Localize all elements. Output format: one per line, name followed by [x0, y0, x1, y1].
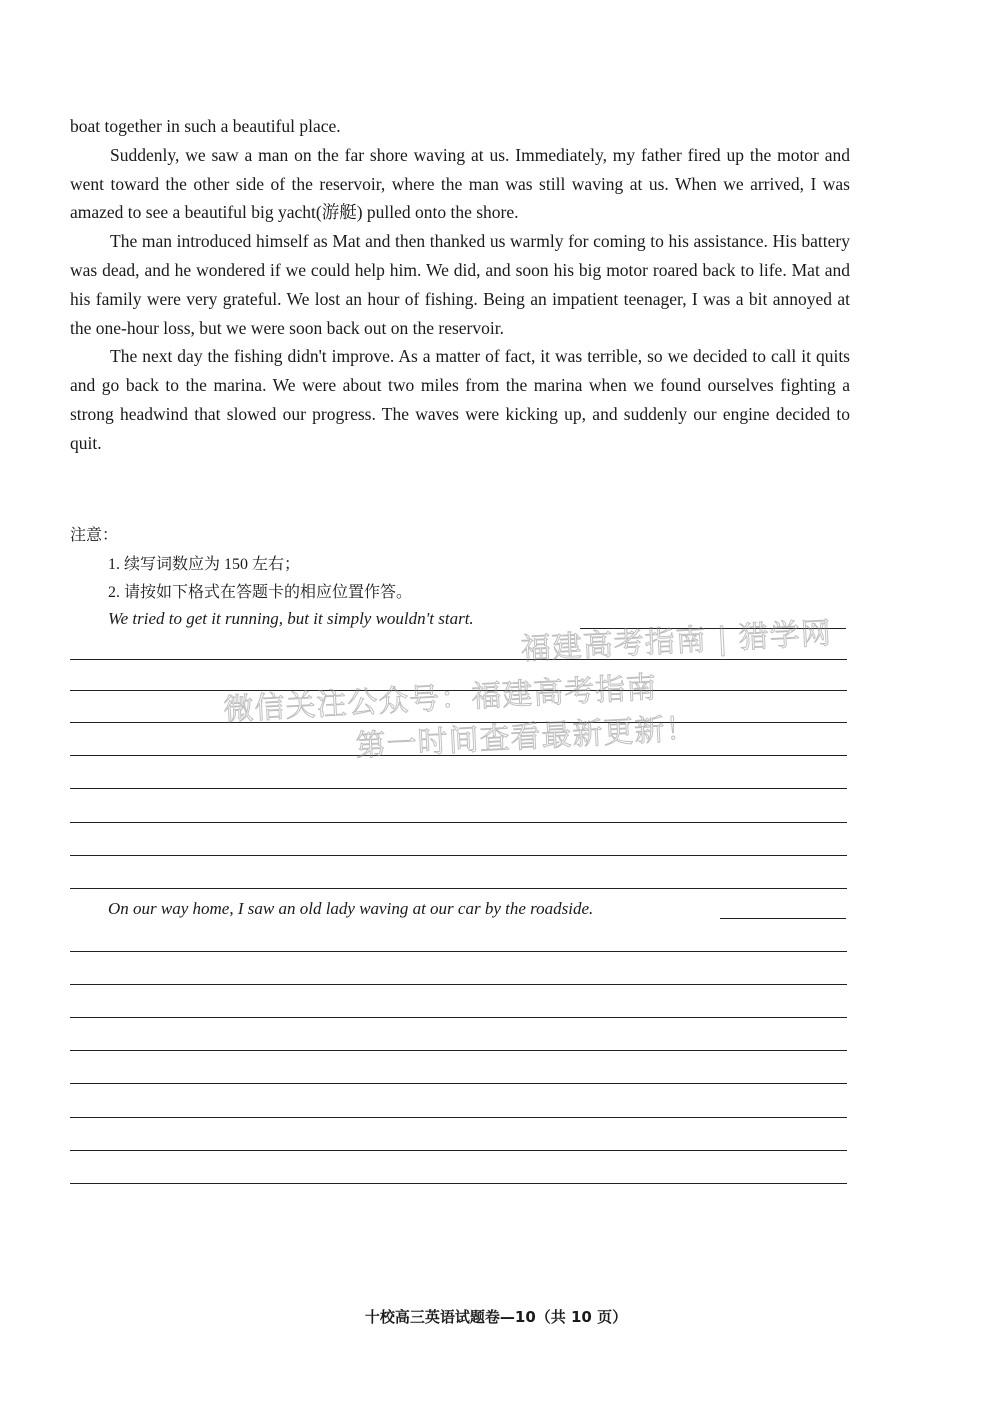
passage-paragraph: boat together in such a beautiful place.: [70, 116, 341, 136]
answer-line: [70, 755, 847, 756]
note-item-word-count: 1. 续写词数应为 150 左右；: [108, 555, 301, 573]
passage-paragraph: The next day the fishing didn't improve. As a matter of fact, it was terrible, so we decided to call it quits and go back to the marina. We were about two miles from the marina when we found ourselves fighting a strong headwind that slowed our progress. The waves were kicking up, and suddenly our engine decided to quit.: [70, 346, 850, 453]
answer-line: [70, 1117, 847, 1118]
answer-line: [70, 984, 847, 985]
answer-line: [70, 888, 847, 889]
passage-paragraph: Suddenly, we saw a man on the far shore waving at us. Immediately, my father fired up the motor and went toward the other side of the reservoir, where the man was still waving at us. When we arrived, I was amazed to see a beautiful big yacht(游艇) pulled onto the shore.: [70, 144, 850, 223]
watermark-line-middle: 微信关注公众号：福建高考指南: [222, 670, 659, 728]
answer-line: [70, 690, 847, 691]
answer-line: [70, 1183, 847, 1184]
answer-line-prompt-1-tail: [580, 628, 846, 629]
answer-line: [70, 1050, 847, 1051]
answer-line: [70, 659, 847, 660]
answer-line: [70, 855, 847, 856]
notes-section: [70, 522, 850, 608]
watermark-line-top: 福建高考指南 | 猎学网: [520, 616, 833, 668]
answer-line-prompt-2-tail: [720, 918, 846, 919]
answer-line: [70, 788, 847, 789]
answer-line: [70, 822, 847, 823]
answer-line: [70, 1150, 847, 1151]
notes-title: 注意：: [70, 527, 119, 544]
note-item-answer-format: 2. 请按如下格式在答题卡的相应位置作答。: [108, 584, 413, 601]
passage-paragraph: The man introduced himself as Mat and then thanked us warmly for coming to his assistance. His battery was dead, and he wondered if we could help him. We did, and soon his big motor roared back to life. Mat and his family were very grateful. We lost an hour of fishing. Being an impatient teenager, I was a bit annoyed at the one-hour loss, but we were soon back out on the reservoir.: [70, 231, 850, 338]
answer-line: [70, 1017, 847, 1018]
continuation-prompt-1: We tried to get it running, but it simply wouldn't start.: [108, 609, 474, 628]
answer-line: [70, 722, 847, 723]
watermark-line-bottom: 第一时间查看最新更新！: [354, 711, 698, 765]
reading-passage: [70, 112, 850, 458]
continuation-prompt-2: On our way home, I saw an old lady waving at our car by the roadside.: [108, 899, 594, 918]
page-footer: 十校高三英语试题卷—10（共 10 页）: [364, 1308, 628, 1326]
answer-line: [70, 1083, 847, 1084]
answer-line: [70, 951, 847, 952]
